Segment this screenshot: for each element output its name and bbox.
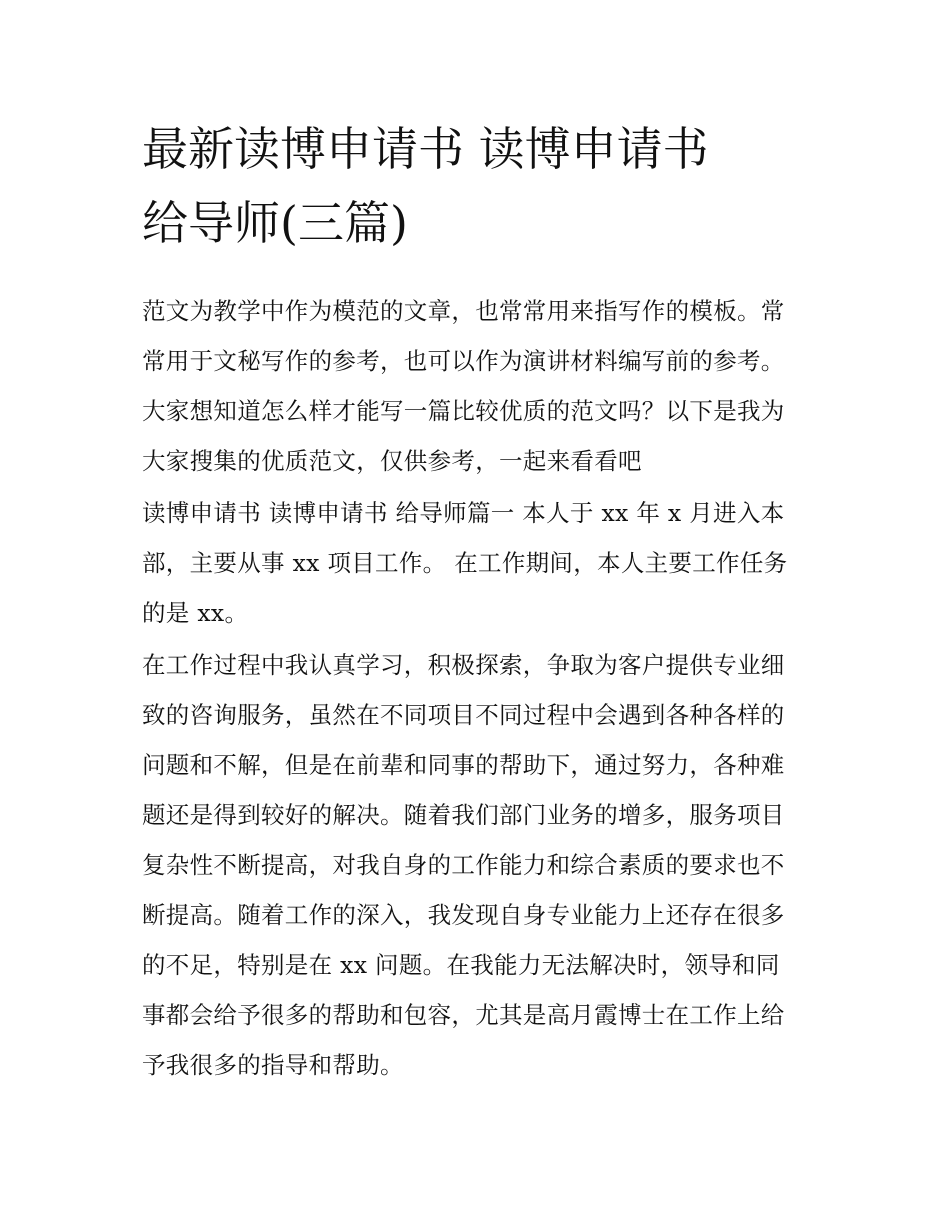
paragraph-line: 致的咨询服务，虽然在不同项目不同过程中会遇到各种各样的 [142, 701, 785, 729]
document-title [142, 112, 812, 260]
section-one-paragraph [142, 488, 812, 638]
paragraph-line: 在工作过程中我认真学习，积极探索，争取为客户提供专业细 [142, 651, 785, 679]
title-line: 给导师(三篇) [142, 196, 408, 250]
paragraph-line: 范文为教学中作为模范的文章，也常常用来指写作的模板。常 [142, 297, 785, 325]
paragraph-line: 部，主要从事 xx 项目工作。 在工作期间，本人主要工作任务 [142, 549, 788, 577]
paragraph-line: 的是 xx。 [142, 599, 249, 627]
paragraph-line: 读博申请书 读博申请书 给导师篇一 本人于 xx 年 x 月进入本 [142, 499, 785, 527]
paragraph-line: 大家搜集的优质范文，仅供参考，一起来看看吧 [142, 447, 642, 475]
intro-paragraph [142, 286, 812, 486]
paragraph-line: 的不足，特别是在 xx 问题。在我能力无法解决时，领导和同 [142, 951, 780, 979]
paragraph-line: 予我很多的指导和帮助。 [142, 1051, 404, 1079]
paragraph-line: 问题和不解，但是在前辈和同事的帮助下，通过努力，各种难 [142, 751, 785, 779]
document-content [142, 112, 812, 1092]
paragraph-line: 大家想知道怎么样才能写一篇比较优质的范文吗？以下是我为 [142, 397, 785, 425]
work-process-paragraph [142, 640, 812, 1090]
paragraph-line: 常用于文秘写作的参考，也可以作为演讲材料编写前的参考。 [142, 347, 785, 375]
paragraph-line: 事都会给予很多的帮助和包容，尤其是高月霞博士在工作上给 [142, 1001, 785, 1029]
title-line: 最新读博申请书 读博申请书 [142, 122, 709, 176]
paragraph-line: 复杂性不断提高，对我自身的工作能力和综合素质的要求也不 [142, 851, 785, 879]
paragraph-line: 题还是得到较好的解决。随着我们部门业务的增多，服务项目 [142, 801, 785, 829]
paragraph-line: 断提高。随着工作的深入，我发现自身专业能力上还存在很多 [142, 901, 785, 929]
